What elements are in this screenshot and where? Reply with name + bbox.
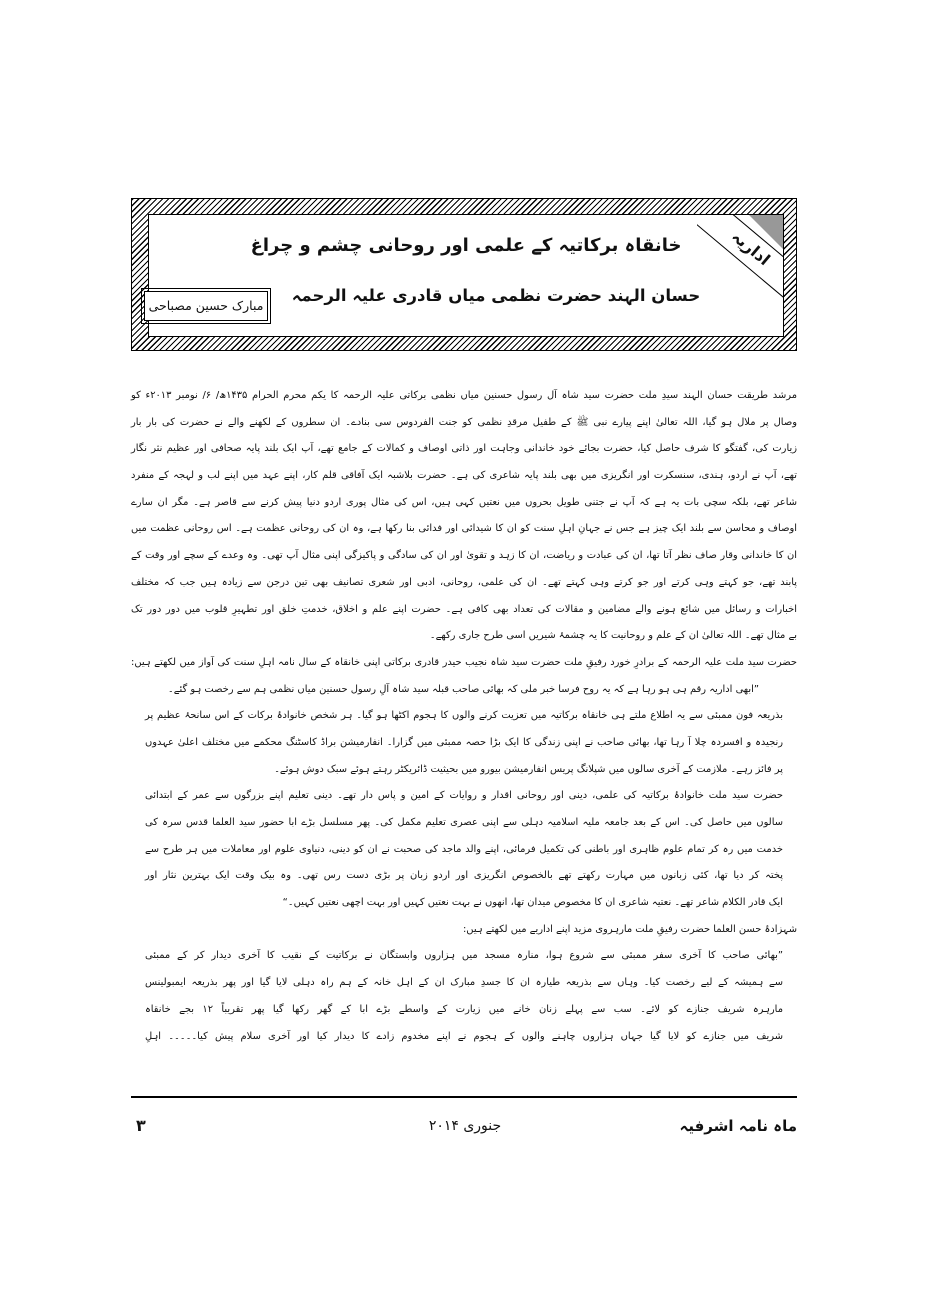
body-line-text: اوصاف و محاسن سے بلند ایک چیز ہے جس نے جہانِ اہلِ سنت کو ان کا شیدائی اور فدائی بنا رکھا ہے، وہ ان کی روحانی عظمت ہے۔ اس روحانی عظمت میں xyxy=(131,523,797,535)
section-corner-ribbon xyxy=(697,215,783,301)
body-line-text: شاعر تھے، بلکہ سچی بات یہ ہے کہ آپ نے جتنی طویل بحروں میں نعتیں کہی ہیں، اس کی مثال پوری اردو دنیا پیش کرنے سے قاصر ہے۔ مگر ان سارے xyxy=(131,496,797,508)
article-subtitle xyxy=(289,273,703,319)
article-title xyxy=(245,229,687,263)
body-line-text: شہزادۂ حسن العلما حضرت رفیقِ ملت مارہروی مزید اپنے اداریے میں لکھتے ہیں: xyxy=(462,923,797,935)
quote-line xyxy=(131,1024,797,1051)
quote-line-text: سالوں میں حاصل کی۔ اس کے بعد جامعہ ملیہ اسلامیہ دہلی سے اپنی عصری تعلیم مکمل کی۔ پھر مسلسل بڑے ابا حضور سید العلما قدس سرہ کی xyxy=(145,817,783,828)
hatched-title-frame xyxy=(131,198,797,351)
footer-issue-date: جنوری ۲۰۱۴ xyxy=(428,1118,502,1134)
quote-line xyxy=(131,970,797,997)
body-line-text: ان کا خاندانی وقار صاف نظر آتا تھا، ان کی عبادت و ریاضت، ان کا زہد و تقویٰ اور ان کی سادگی و پاکیزگی اپنی مثال آپ تھی۔ وہ وعدے کے سچے اور وقت کے xyxy=(131,550,797,562)
quote-line-text: پر فائز رہے۔ ملازمت کے آخری سالوں میں شپلانگ پریس انفارمیشن بیورو میں بحیثیت ڈائریکٹر رہتے ہوئے سبک دوش ہوئے۔ xyxy=(274,763,783,775)
quote-line-text: ”بھائی صاحب کا آخری سفر ممبئی سے شروع ہوا، منارہ مسجد میں ہزاروں وابستگان نے برکاتیت کے نقیب کا آخری دیدار کر کے ممبئی xyxy=(145,950,783,962)
quote-line xyxy=(131,997,797,1024)
body-line-text: پابند تھے، جو کہتے وہی کرتے اور جو کرتے وہی کہتے تھے۔ ان کی علمی، روحانی، ادبی اور شعری تصانیف بھی تین درجن سے زیادہ ہیں جب کہ مختلف xyxy=(131,576,797,588)
body-line xyxy=(131,623,797,650)
quote-line-text: ایک قادر الکلام شاعر تھے۔ نعتیہ شاعری ان کا مخصوص میدان تھا، انھوں نے بہت نعتیں کہیں اور بہت اچھی نعتیں کہیں۔“ xyxy=(282,897,783,909)
article-subtitle-text: حسان الہند حضرت نظمی میاں قادری علیہ الرحمہ xyxy=(291,286,701,305)
quote-line xyxy=(131,703,797,730)
quote-line-text: خدمت میں رہ کر تمام علوم ظاہری اور باطنی کی تکمیل فرمائی، اپنے والد ماجد کی صحبت نے ان کو دینی، دنیاوی علوم اور معاملات میں ہر طرح سے xyxy=(145,843,783,855)
body-line-text: مرشد طریقت حسان الہند سیدِ ملت حضرت سید شاہ آل رسول حسنین میاں نظمی برکاتی علیہ الرحمہ کا یکم محرم الحرام ۱۴۳۵ھ/ ۶/ نومبر ۲۰۱۳ء کو xyxy=(131,390,797,401)
body-line xyxy=(131,597,797,624)
body-line xyxy=(131,463,797,490)
quote-line-text: بذریعہ فون ممبئی سے یہ اطلاع ملتے ہی خانقاہ برکاتیہ میں تعزیت کرنے والوں کا ہجوم اکٹھا ہو گیا۔ ہر شخص خانوادۂ برکات کے اس سانحۂ عظیم پر xyxy=(145,710,783,722)
body-line xyxy=(131,516,797,543)
quote-line xyxy=(131,757,797,784)
quote-line-text: پختہ کر دیا تھا، کئی زبانوں میں مہارت رکھتے تھے بالخصوص انگریزی اور اردو زبان پر بڑی دست رس تھی۔ وہ بیک وقت ایک بہترین نثار اور xyxy=(145,870,783,882)
quote-line-text: شریف میں جنازے کو لایا گیا جہاں ہزاروں چاہنے والوں کے ہجوم نے اپنے مخدوم زادے کا دیدار کیا اور آخری سلام پیش کیا۔۔۔۔۔ اہلِ xyxy=(145,1030,783,1042)
body-line-text: اخبارات و رسائل میں شائع ہونے والے مضامین و مقالات کی تعداد بھی کافی ہے۔ حضرت اپنے علم و اخلاق، خدمتِ خلق اور تطہیرِ قلوب میں دور دور تک xyxy=(131,603,797,615)
section-label: اداریہ xyxy=(697,215,783,301)
body-line-text: زیارت کی، گفتگو کا شرف حاصل کیا، حضرت بجائے خود خاندانی وجاہت اور ذاتی اوصاف و کمالات کے جامع تھے، آپ ایک بلند پایہ صحافی اور عظیم نثر نگار xyxy=(131,443,797,455)
quote-line xyxy=(131,837,797,864)
quote-line xyxy=(131,677,797,704)
body-line xyxy=(131,543,797,570)
body-line-text: بے مثال تھے۔ اللہ تعالیٰ ان کے علم و روحانیت کا یہ چشمۂ شیریں اسی طرح جاری رکھے۔ xyxy=(429,630,797,642)
quote-line xyxy=(131,810,797,837)
body-line-text: وصال پر ملال ہو گیا، اللہ تعالیٰ اپنے پیارے نبی ﷺ کے طفیل مرقدِ نظمی کو جنت الفردوس سی بنادے۔ ان سطروں کے لکھنے والے نے حضرت کی بار بار xyxy=(131,416,797,428)
quote-line xyxy=(131,890,797,917)
body-line-text: تھے، آپ نے اردو، ہندی، سنسکرت اور انگریزی میں بھی بلند پایہ شاعری کی ہے۔ حضرت بلاشبہ ایک آفاقی قلم کار، اپنے عہد میں اپنے لب و لہجہ کے منفرد xyxy=(131,470,797,482)
article-body xyxy=(131,383,797,1050)
body-line xyxy=(131,917,797,944)
article-title-text: خانقاہ برکاتیہ کے علمی اور روحانی چشم و چراغ xyxy=(250,235,682,256)
quote-line-text: ”ابھی اداریہ رقم ہی ہو رہا ہے کہ یہ روح فرسا خبر ملی کہ بھائی صاحب قبلہ سید شاہ آلِ رسول حسنین میاں نظمی ہم سے رخصت ہو گئے۔ xyxy=(167,683,759,695)
quote-line xyxy=(131,943,797,970)
page-number: ۳ xyxy=(136,1116,146,1135)
quote-line xyxy=(131,730,797,757)
quote-line-text: حضرت سید ملت خانوادۂ برکاتیہ کی علمی، دینی اور روحانی اقدار و روایات کے امین و پاس دار تھے۔ دینی تعلیم اپنے بزرگوں سے عمر کے ابتدائی xyxy=(145,790,783,802)
body-line xyxy=(131,436,797,463)
body-line xyxy=(131,570,797,597)
footer-rule xyxy=(131,1096,797,1098)
body-line-text: حضرت سید ملت علیہ الرحمہ کے برادرِ خورد رفیقِ ملت حضرت سید شاہ نجیب حیدر قادری برکاتی اپنی خانقاہ کے سال نامہ اہلِ سنت کی آواز میں لکھتے ہیں: xyxy=(131,656,797,668)
quote-line-text: رنجیدہ و افسردہ چلا آ رہا تھا، بھائی صاحب نے اپنی زندگی کا ایک بڑا حصہ ممبئی میں گزارا۔ انفارمیشن براڈ کاسٹنگ محکمے میں مختلف اعلیٰ عہدوں xyxy=(145,736,783,748)
quote-line xyxy=(131,783,797,810)
body-line xyxy=(131,650,797,677)
author-name: مبارک حسین مصباحی xyxy=(148,298,264,313)
footer-magazine-name: ماہ نامہ اشرفیہ xyxy=(679,1117,797,1135)
quote-line-text: سے ہمیشہ کے لیے رخصت کیا۔ وہاں سے بذریعہ طیارہ ان کا جسدِ مبارک ان کے اہل خانہ کے ہم راہ دہلی لایا گیا اور پھر بذریعہ ایمبولینس xyxy=(145,977,783,989)
quote-line xyxy=(131,863,797,890)
quote-line-text: مارہرہ شریف جنازے کو لائے۔ سب سے پہلے زنان خانے میں زیارت کے واسطے بڑے ابا کے گھر رکھا گیا پھر تقریباً ۱۲ بجے خانقاہ xyxy=(145,1003,783,1015)
body-line xyxy=(131,410,797,437)
author-name-box xyxy=(144,291,268,321)
body-line xyxy=(131,490,797,517)
body-line xyxy=(131,383,797,410)
